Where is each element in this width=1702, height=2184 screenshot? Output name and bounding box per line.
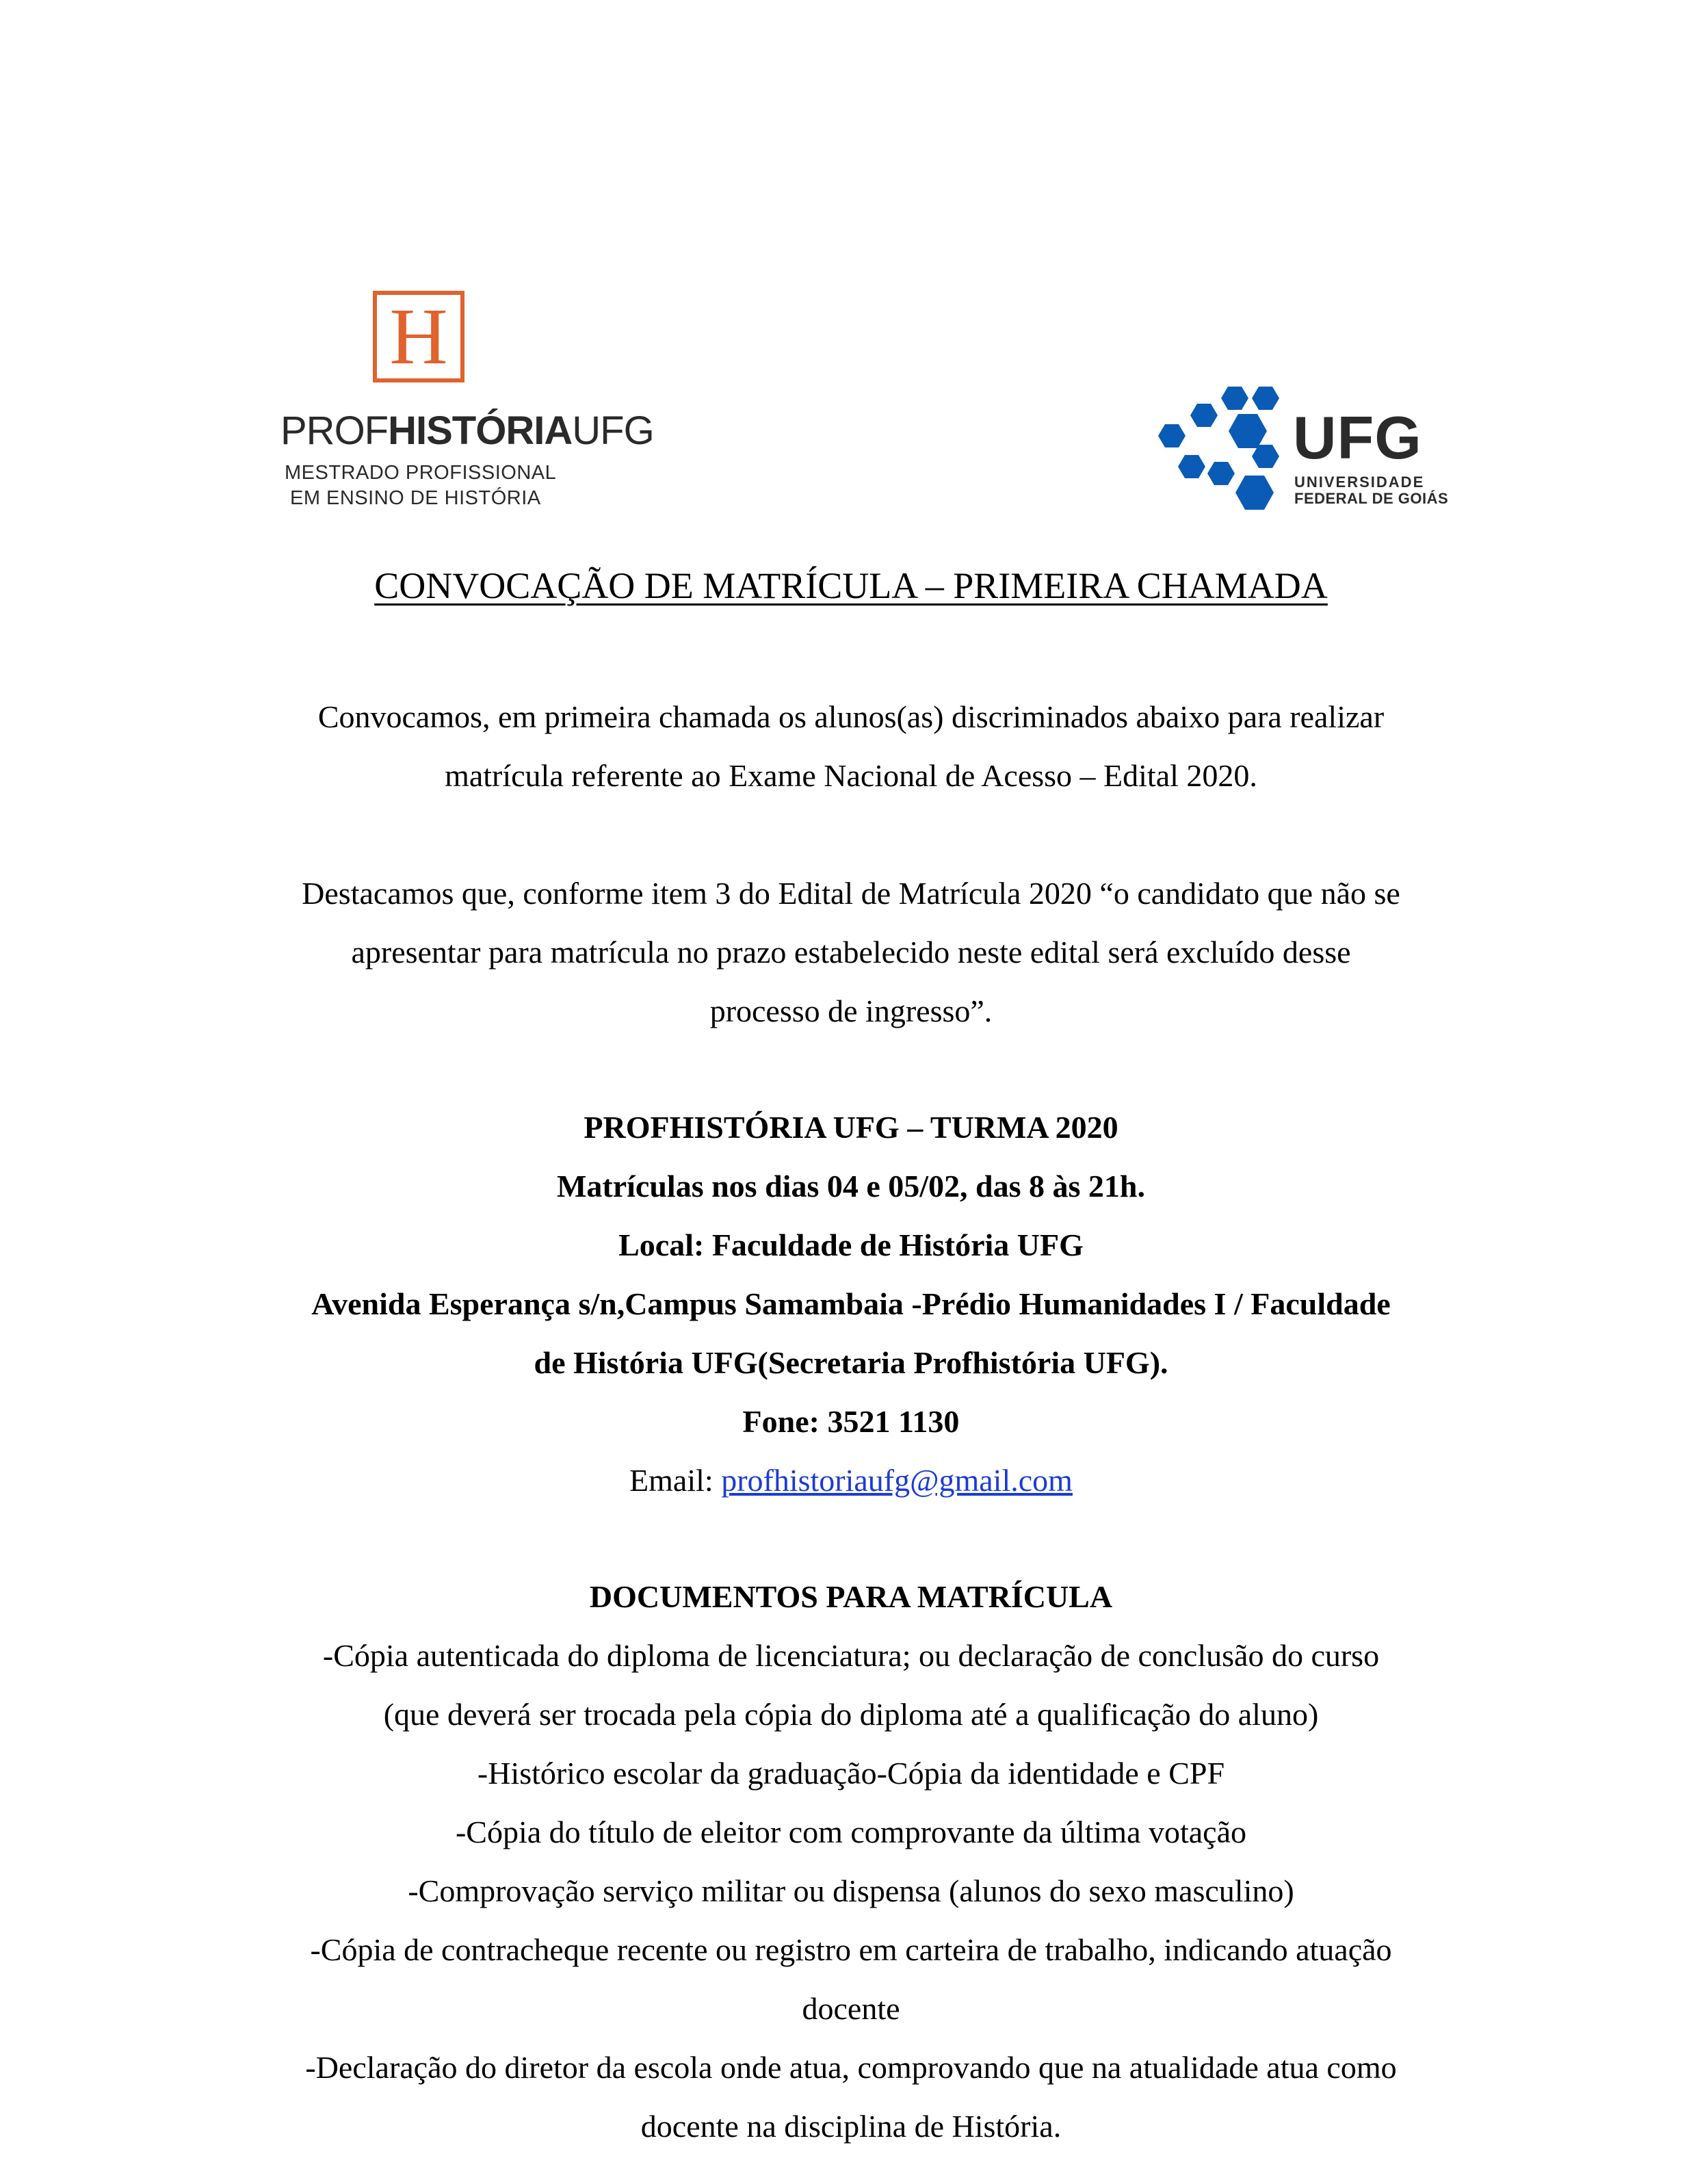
profhistoria-h-mark: H [373, 291, 464, 382]
ufg-logo [1156, 380, 1449, 527]
document-item: docente na disciplina de História. [640, 2109, 1062, 2144]
document-item: (que deverá ser trocada pela cópia do diploma até a qualificação do aluno) [383, 1697, 1319, 1732]
ufg-wordmark: UFG [1293, 404, 1422, 471]
profhistoria-subtitle-1: MESTRADO PROFISSIONAL [285, 462, 557, 484]
documents-heading: DOCUMENTOS PARA MATRÍCULA [589, 1579, 1113, 1614]
document-title: CONVOCAÇÃO DE MATRÍCULA – PRIMEIRA CHAMADA [374, 565, 1328, 606]
notice-line-1: Destacamos que, conforme item 3 do Edital de Matrícula 2020 “o candidato que não se [302, 876, 1400, 911]
email-link[interactable]: profhistoriaufg@gmail.com [721, 1463, 1073, 1498]
document-item: -Histórico escolar da graduação-Cópia da identidade e CPF [477, 1756, 1225, 1791]
ufg-subtitle-1: UNIVERSIDADE [1294, 473, 1425, 491]
phone: Fone: 3521 1130 [742, 1404, 960, 1439]
profhistoria-logo [280, 291, 654, 517]
notice-line-3: processo de ingresso”. [709, 993, 993, 1028]
ufg-hexagons-icon [1156, 380, 1286, 520]
class-heading: PROFHISTÓRIA UFG – TURMA 2020 [584, 1110, 1118, 1145]
profhistoria-wordmark: PROFHISTÓRIAUFG [280, 408, 654, 453]
document-item: docente [802, 1991, 900, 2026]
document-item: -Cópia de contracheque recente ou registro em carteira de trabalho, indicando atuação [310, 1932, 1392, 1967]
intro-line-1: Convocamos, em primeira chamada os alunos(as) discriminados abaixo para realizar [317, 699, 1385, 734]
document-item: -Cópia autenticada do diploma de licenciatura; ou declaração de conclusão do curso [322, 1638, 1380, 1673]
document-item: -Cópia do título de eleitor com comprovante da última votação [455, 1815, 1247, 1849]
address-line-2: de História UFG(Secretaria Profhistória UFG). [534, 1345, 1168, 1380]
profhistoria-subtitle-2: EM ENSINO DE HISTÓRIA [290, 487, 541, 509]
intro-line-2: matrícula referente ao Exame Nacional de Acesso – Edital 2020. [445, 758, 1257, 793]
ufg-subtitle-2: FEDERAL DE GOIÁS [1294, 490, 1449, 507]
enrollment-location: Local: Faculdade de História UFG [618, 1227, 1084, 1262]
notice-line-2: apresentar para matrícula no prazo estabelecido neste edital será excluído desse [351, 935, 1351, 970]
email-line [0, 1461, 1702, 1500]
enrollment-dates: Matrículas nos dias 04 e 05/02, das 8 às 21h. [556, 1169, 1146, 1204]
document-item: -Comprovação serviço militar ou dispensa (alunos do sexo masculino) [408, 1873, 1294, 1908]
document-item: -Declaração do diretor da escola onde atua, comprovando que na atualidade atua como [305, 2050, 1397, 2085]
address-line-1: Avenida Esperança s/n,Campus Samambaia -Prédio Humanidades I / Faculdade [311, 1286, 1391, 1321]
email-label: Email: [629, 1463, 722, 1498]
